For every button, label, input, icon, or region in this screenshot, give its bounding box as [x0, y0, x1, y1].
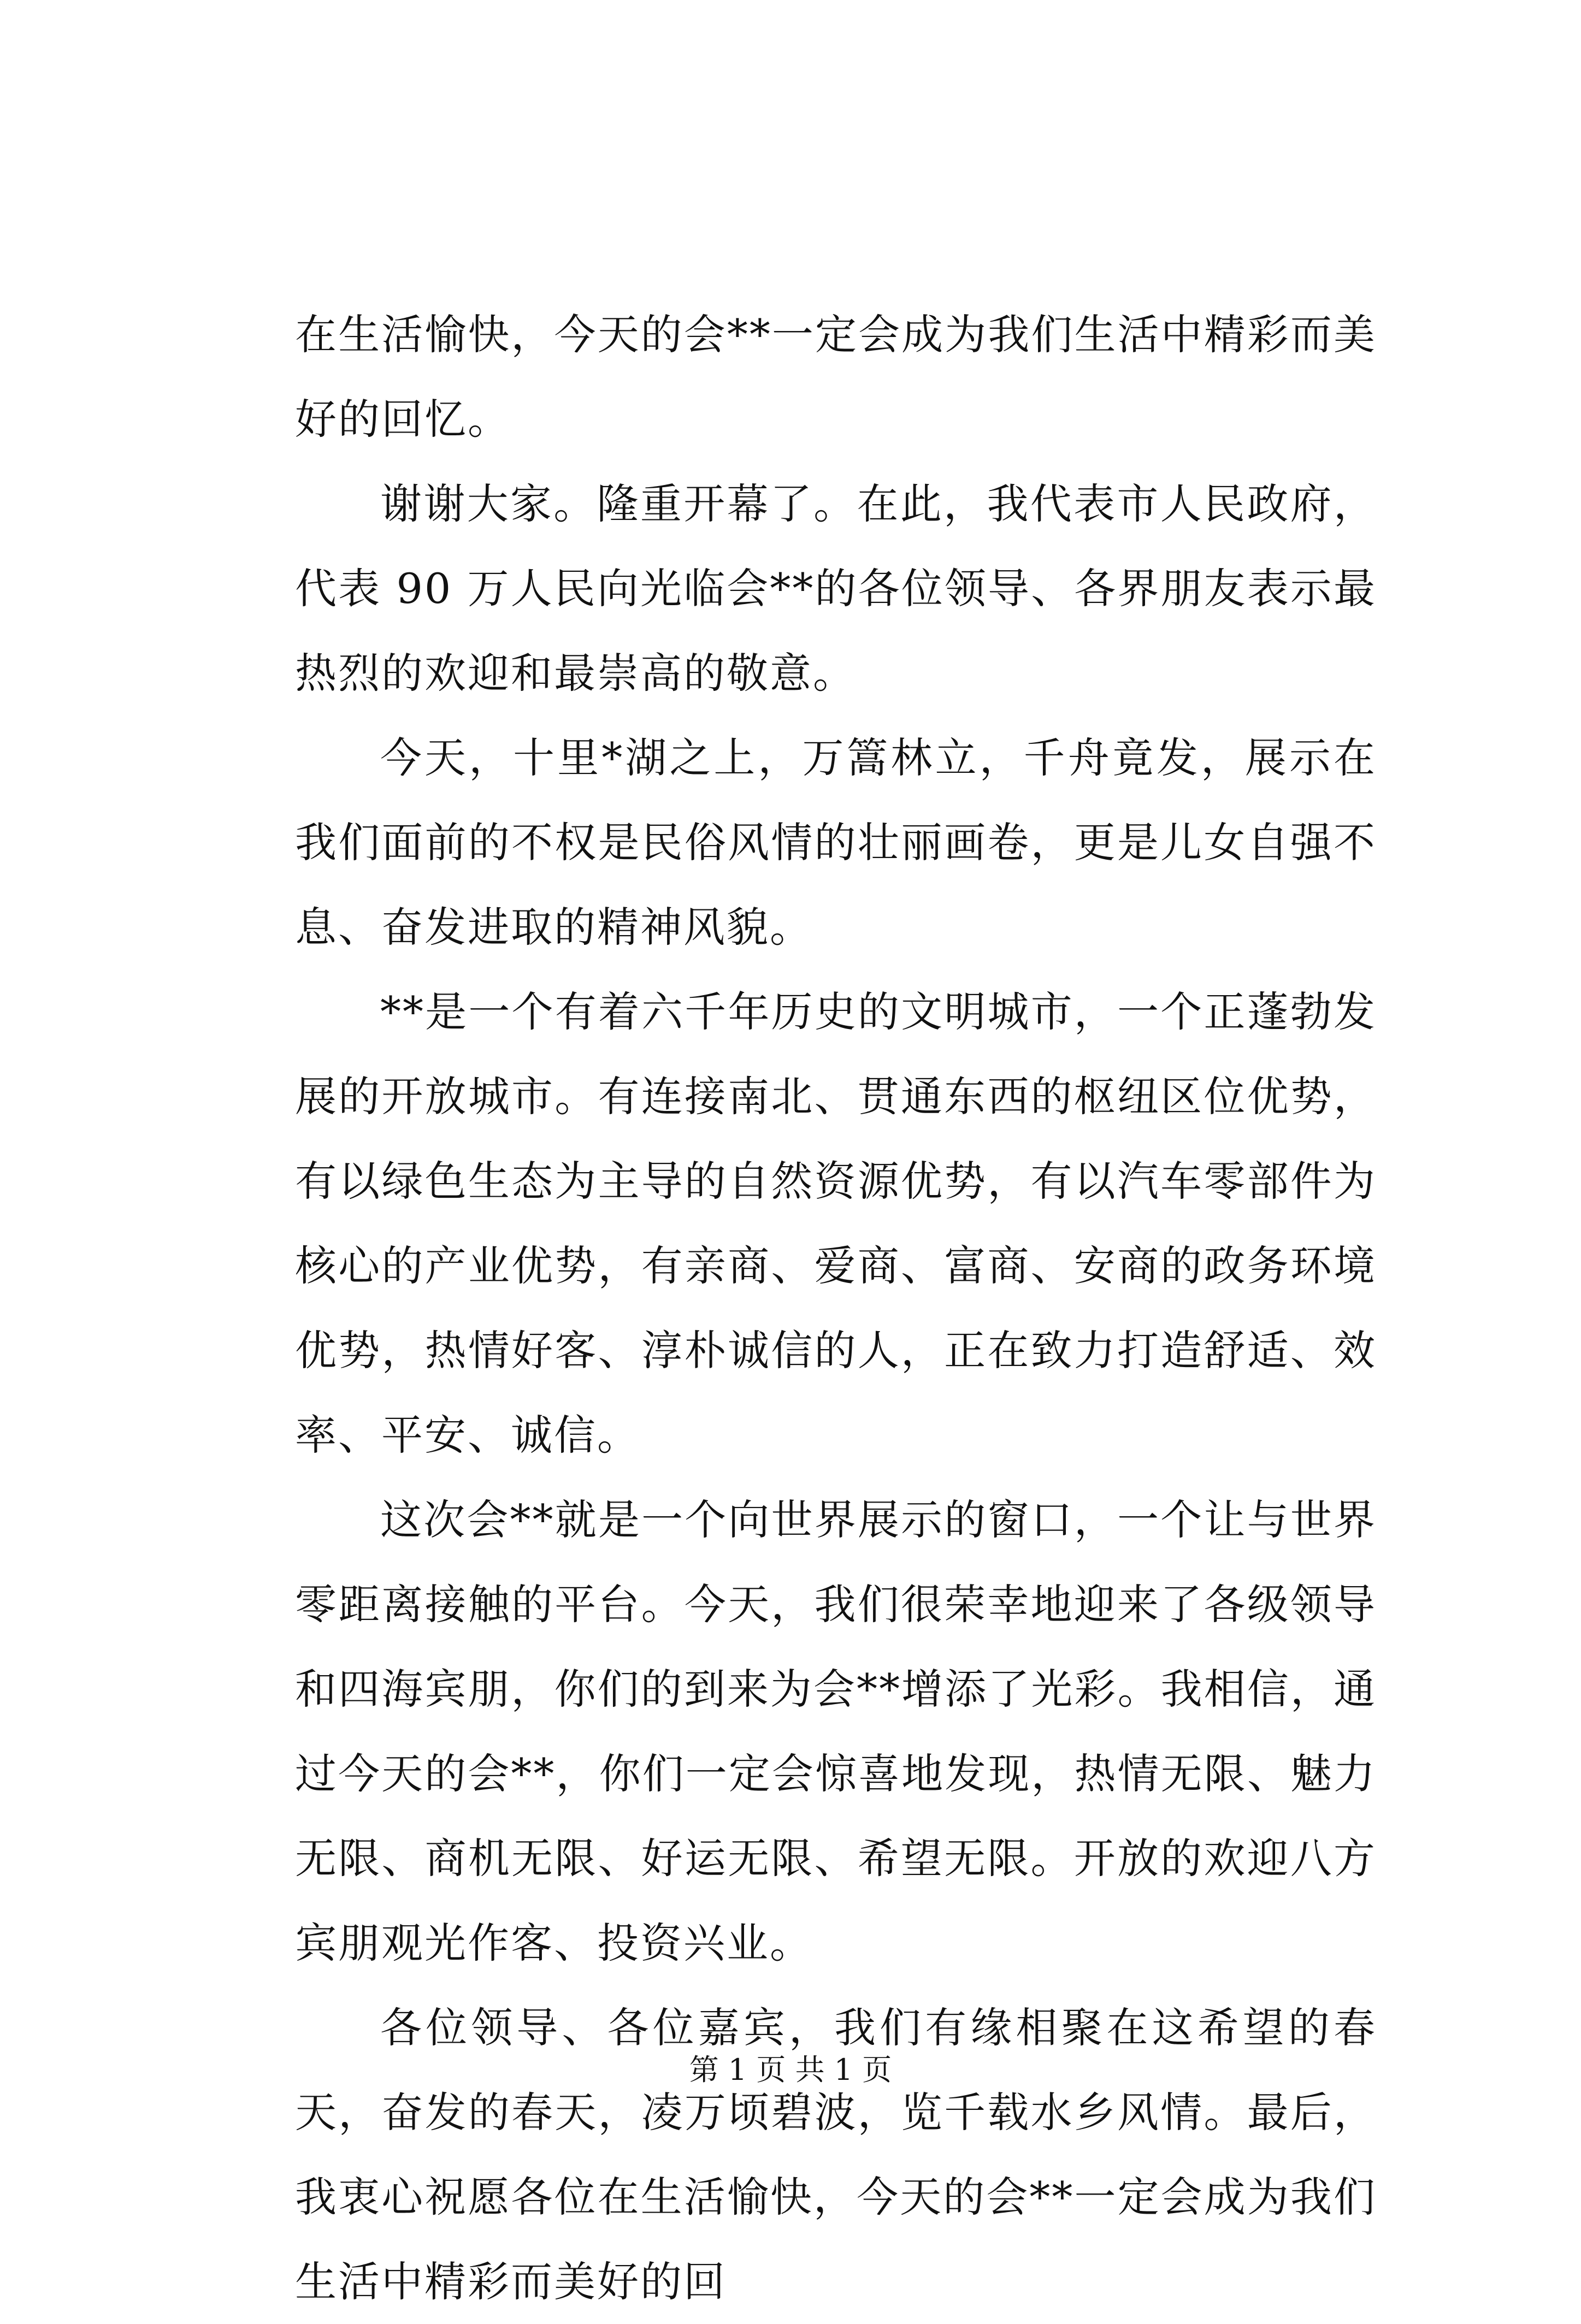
paragraph-today: 今天，十里*湖之上，万篙林立，千舟竟发，展示在我们面前的不权是民俗风情的壮丽画卷，更是儿女自强不息、奋发进取的精神风貌。 — [295, 734, 1377, 951]
paragraph-closing: 各位领导、各位嘉宾，我们有缘相聚在这希望的春天，奋发的春天，凌万顷碧波，览千载水乡风情。最后，我衷心祝愿各位在生活愉快，今天的会**一定会成为我们生活中精彩而美好的回 — [295, 2003, 1377, 2306]
paragraph-city: **是一个有着六千年历史的文明城市，一个正蓬勃发展的开放城市。有连接南北、贯通东西的枢纽区位优势，有以绿色生态为主导的自然资源优势，有以汽车零部件为核心的产业优势，有亲商、爱商、富商、安商的政务环境优势，热情好客、淳朴诚信的人，正在致力打造舒适、效率、平安、诚信。 — [295, 987, 1377, 1459]
paragraph-continuation: 在生活愉快，今天的会**一定会成为我们生活中精彩而美好的回忆。 — [295, 310, 1377, 443]
document-body — [295, 292, 1377, 2324]
paragraph-thanks: 谢谢大家。隆重开幕了。在此，我代表市人民政府，代表 90 万人民向光临会**的各位领导、各界朋友表示最热烈的欢迎和最崇高的敬意。 — [295, 480, 1377, 697]
paragraph-window: 这次会**就是一个向世界展示的窗口，一个让与世界零距离接触的平台。今天，我们很荣幸地迎来了各级领导和四海宾朋，你们的到来为会**增添了光彩。我相信，通过今天的会**，你们一定会惊喜地发现，热情无限、魅力无限、商机无限、好运无限、希望无限。开放的欢迎八方宾朋观光作客、投资兴业。 — [295, 1495, 1377, 1967]
page-number-footer: 第 1 页 共 1 页 — [689, 2053, 892, 2087]
